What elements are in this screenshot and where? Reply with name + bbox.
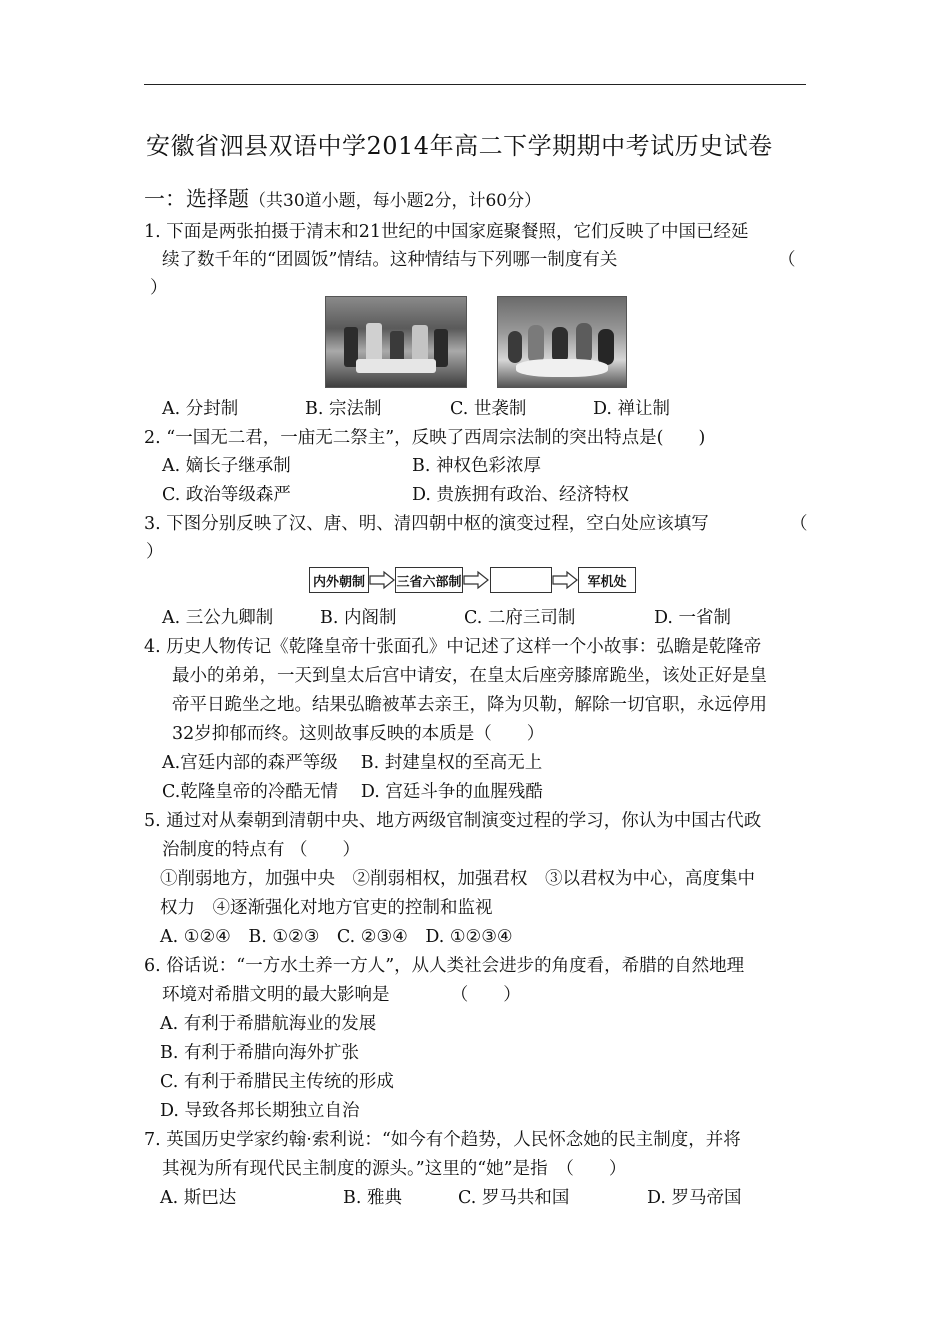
q7-line-2: 其视为所有现代民主制度的源头。”这里的“她”是指 （ ）: [162, 1159, 627, 1179]
q7-line-1: 7. 英国历史学家约翰·索利说：“如今有个趋势，人民怀念她的民主制度，并将: [144, 1130, 741, 1150]
q4-line-1: 4. 历史人物传记《乾隆皇帝十张面孔》中记述了这样一个小故事：弘瞻是乾隆帝: [144, 637, 762, 657]
q3-option-c[interactable]: C. 二府三司制: [464, 608, 576, 628]
q1-line-2: 续了数千年的“团圆饭”情结。这种情结与下列哪一制度有关: [162, 250, 618, 270]
page-title: 安徽省泗县双语中学2014年高二下学期期中考试历史试卷: [146, 132, 773, 160]
flow-box-tang: 三省六部制: [395, 567, 463, 593]
q1-paren-open: （: [778, 250, 796, 270]
q5-line-2: 治制度的特点有 （ ）: [162, 840, 361, 860]
q3-line-1: 3. 下图分别反映了汉、唐、明、清四朝中枢的演变过程，空白处应该填写: [144, 514, 709, 534]
q2-option-c[interactable]: C. 政治等级森严: [162, 485, 291, 505]
q1-line-1: 1. 下面是两张拍摄于清末和21世纪的中国家庭聚餐照，它们反映了中国已经延: [144, 222, 749, 242]
flow-box-han: 内外朝制: [309, 567, 369, 593]
q1-option-a[interactable]: A. 分封制: [162, 399, 239, 419]
q5-line-4: 权力 ④逐渐强化对地方官吏的控制和监视: [160, 898, 493, 918]
q3-option-d[interactable]: D. 一省制: [654, 608, 732, 628]
q7-option-b[interactable]: B. 雅典: [343, 1188, 402, 1208]
q6-option-d[interactable]: D. 导致各邦长期独立自治: [160, 1101, 360, 1121]
qing-dynasty-family-photo: [325, 296, 467, 388]
q4-options-ab[interactable]: A.宫廷内部的森严等级 B. 封建皇权的至高无上: [162, 753, 543, 773]
modern-family-dinner-photo: [497, 296, 627, 388]
q7-option-d[interactable]: D. 罗马帝国: [647, 1188, 742, 1208]
q5-options[interactable]: A. ①②④ B. ①②③ C. ②③④ D. ①②③④: [160, 927, 513, 947]
q6-option-c[interactable]: C. 有利于希腊民主传统的形成: [160, 1072, 394, 1092]
q3-paren-open: （: [790, 514, 808, 534]
q7-option-a[interactable]: A. 斯巴达: [160, 1188, 237, 1208]
q2-option-b[interactable]: B. 神权色彩浓厚: [412, 456, 541, 476]
header-rule: [144, 84, 806, 85]
q7-option-c[interactable]: C. 罗马共和国: [458, 1188, 570, 1208]
flow-arrow-icon: [369, 570, 395, 590]
q3-option-a[interactable]: A. 三公九卿制: [162, 608, 274, 628]
q4-line-2: 最小的弟弟，一天到皇太后宫中请安，在皇太后座旁膝席跪坐，该处正好是皇: [172, 666, 767, 686]
q1-option-c[interactable]: C. 世袭制: [450, 399, 527, 419]
q1-option-b[interactable]: B. 宗法制: [305, 399, 382, 419]
flow-box-ming-blank: [490, 567, 552, 593]
flow-box-qing: 军机处: [578, 567, 636, 593]
q2-option-a[interactable]: A. 嫡长子继承制: [162, 456, 291, 476]
q4-options-cd[interactable]: C.乾隆皇帝的冷酷无情 D. 宫廷斗争的血腥残酷: [162, 782, 543, 802]
q3-paren-close: ）: [146, 542, 164, 562]
section-heading: [144, 183, 541, 213]
q4-line-4: 32岁抑郁而终。这则故事反映的本质是（ ）: [172, 724, 545, 744]
q1-paren-close: ）: [150, 278, 168, 298]
flow-arrow-icon: [552, 570, 578, 590]
section-note: （共30道小题，每小题2分，计60分）: [249, 191, 542, 211]
q6-line-1: 6. 俗话说：“一方水土养一方人”，从人类社会进步的角度看，希腊的自然地理: [144, 956, 745, 976]
q2-line-1: 2. “一国无二君，一庙无二祭主”，反映了西周宗法制的突出特点是( ): [144, 428, 706, 448]
section-title: 一：选择题: [144, 187, 249, 211]
q4-line-3: 帝平日跪坐之地。结果弘瞻被革去亲王，降为贝勒，解除一切官职，永远停用: [172, 695, 767, 715]
q6-option-a[interactable]: A. 有利于希腊航海业的发展: [160, 1014, 377, 1034]
q1-option-d[interactable]: D. 禅让制: [593, 399, 671, 419]
q6-option-b[interactable]: B. 有利于希腊向海外扩张: [160, 1043, 359, 1063]
q5-line-1: 5. 通过对从秦朝到清朝中央、地方两级官制演变过程的学习，你认为中国古代政: [144, 811, 762, 831]
q6-line-2: 环境对希腊文明的最大影响是 （ ）: [162, 985, 521, 1005]
q2-option-d[interactable]: D. 贵族拥有政治、经济特权: [412, 485, 630, 505]
flow-arrow-icon: [463, 570, 489, 590]
q3-option-b[interactable]: B. 内阁制: [320, 608, 397, 628]
q5-line-3: ①削弱地方，加强中央 ②削弱相权，加强君权 ③以君权为中心，高度集中: [160, 869, 755, 889]
